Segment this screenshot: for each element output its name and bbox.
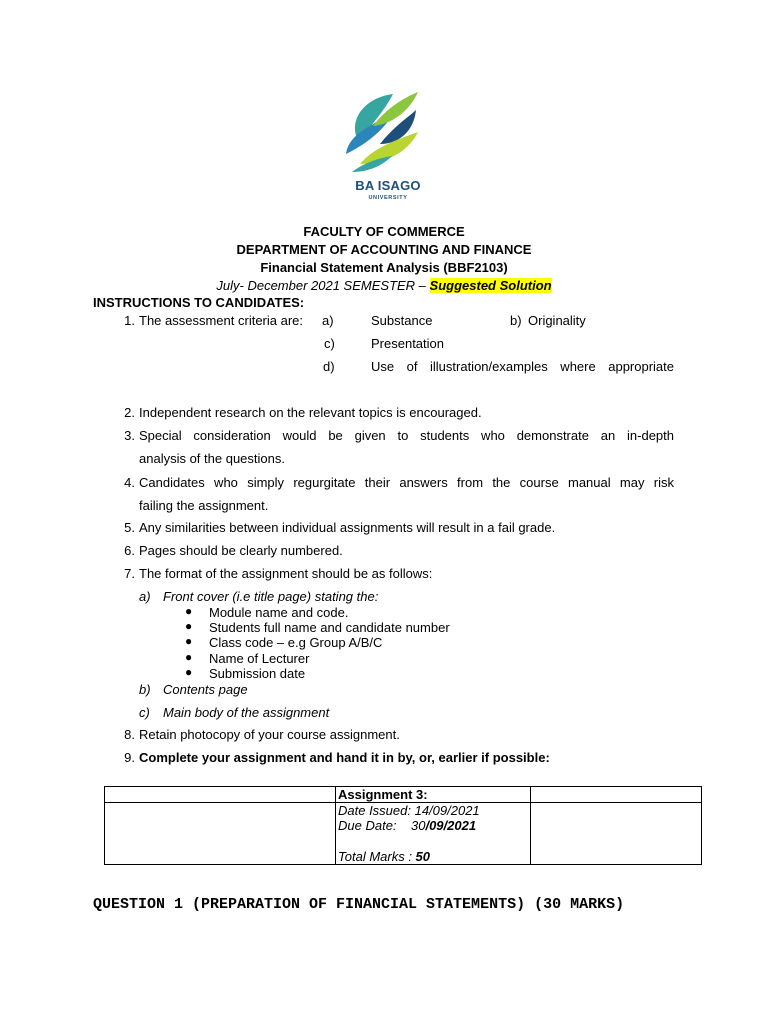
leaf-emblem-icon: [338, 86, 438, 176]
sub-text: Contents page: [163, 682, 248, 697]
bullet-icon: ●: [185, 634, 193, 648]
sub-letter: a): [139, 589, 151, 604]
course-title: Financial Statement Analysis (BBF2103): [260, 260, 508, 275]
item-text: analysis of the questions.: [139, 451, 285, 466]
table-cell: [105, 803, 336, 865]
department-title: DEPARTMENT OF ACCOUNTING AND FINANCE: [236, 242, 532, 257]
item-number: 1.: [124, 313, 135, 328]
criteria-text: Use of illustration/examples where appropriate: [371, 359, 674, 374]
item-text: Independent research on the relevant topics is encouraged.: [139, 405, 482, 420]
item-text: Special consideration would be given to students who demonstrate an in-depth: [139, 428, 674, 443]
bullet-text: Class code – e.g Group A/B/C: [209, 635, 383, 650]
due-date-label: Due Date: 30: [338, 818, 426, 833]
semester-text: July- December 2021 SEMESTER –: [216, 278, 430, 293]
criteria-letter: c): [324, 336, 335, 351]
bullet-icon: ●: [185, 604, 193, 618]
criteria-letter: d): [323, 359, 335, 374]
sub-letter: b): [139, 682, 151, 697]
instructions-heading: INSTRUCTIONS TO CANDIDATES:: [93, 295, 305, 310]
table-cell: [105, 787, 336, 803]
total-marks-value: 50: [415, 849, 431, 864]
item-number: 7.: [124, 566, 135, 581]
assignment-details: [336, 803, 531, 865]
logo-subtitle: UNIVERSITY: [368, 195, 408, 201]
bullet-text: Submission date: [209, 666, 306, 681]
item-text: Retain photocopy of your course assignment.: [139, 727, 400, 742]
item-number: 9.: [124, 750, 135, 765]
item-text: failing the assignment.: [139, 498, 269, 513]
item-text: Pages should be clearly numbered.: [139, 543, 343, 558]
table-cell: [531, 787, 702, 803]
criteria-letter: a): [322, 313, 334, 328]
bullet-icon: ●: [185, 665, 193, 679]
bullet-icon: ●: [185, 650, 193, 664]
assignment-table: [104, 786, 702, 865]
bullet-text: Module name and code.: [209, 605, 349, 620]
total-marks-label: Total Marks :: [338, 849, 416, 864]
due-date: [338, 818, 528, 833]
criteria-intro: The assessment criteria are:: [139, 313, 304, 328]
sub-text: Front cover (i.e title page) stating the:: [163, 589, 379, 604]
sub-text: Main body of the assignment: [163, 705, 330, 720]
item-number: 3.: [124, 428, 135, 443]
university-logo: [338, 86, 438, 206]
criteria-text: Substance: [371, 313, 433, 328]
due-date-value: /09/2021: [425, 818, 477, 833]
item-number: 4.: [124, 475, 135, 490]
total-marks: [338, 849, 528, 864]
bullet-text: Students full name and candidate number: [209, 620, 450, 635]
faculty-title: FACULTY OF COMMERCE: [303, 224, 465, 239]
assignment-title: Assignment 3:: [336, 787, 531, 803]
sub-letter: c): [139, 705, 150, 720]
question-1-heading: QUESTION 1 (PREPARATION OF FINANCIAL STATEMENTS) (30 MARKS): [93, 896, 625, 913]
item-number: 5.: [124, 520, 135, 535]
criteria-text: Originality: [528, 313, 586, 328]
item-number: 2.: [124, 405, 135, 420]
criteria-text: Presentation: [371, 336, 444, 351]
bullet-text: Name of Lecturer: [209, 651, 310, 666]
logo-name: BA ISAGO: [355, 178, 421, 193]
semester-line: [0, 278, 768, 293]
item-text: The format of the assignment should be as follows:: [139, 566, 433, 581]
criteria-letter: b): [510, 313, 522, 328]
date-issued: Date Issued: 14/09/2021: [338, 803, 480, 818]
bullet-icon: ●: [185, 619, 193, 633]
suggested-solution-highlight: Suggested Solution: [429, 278, 552, 293]
item-number: 8.: [124, 727, 135, 742]
item-number: 6.: [124, 543, 135, 558]
item-text: Any similarities between individual assignments will result in a fail grade.: [139, 520, 556, 535]
table-cell: [531, 803, 702, 865]
item-text: Candidates who simply regurgitate their answers from the course manual may risk: [139, 475, 674, 490]
item-text: Complete your assignment and hand it in by, or, earlier if possible:: [139, 750, 550, 765]
